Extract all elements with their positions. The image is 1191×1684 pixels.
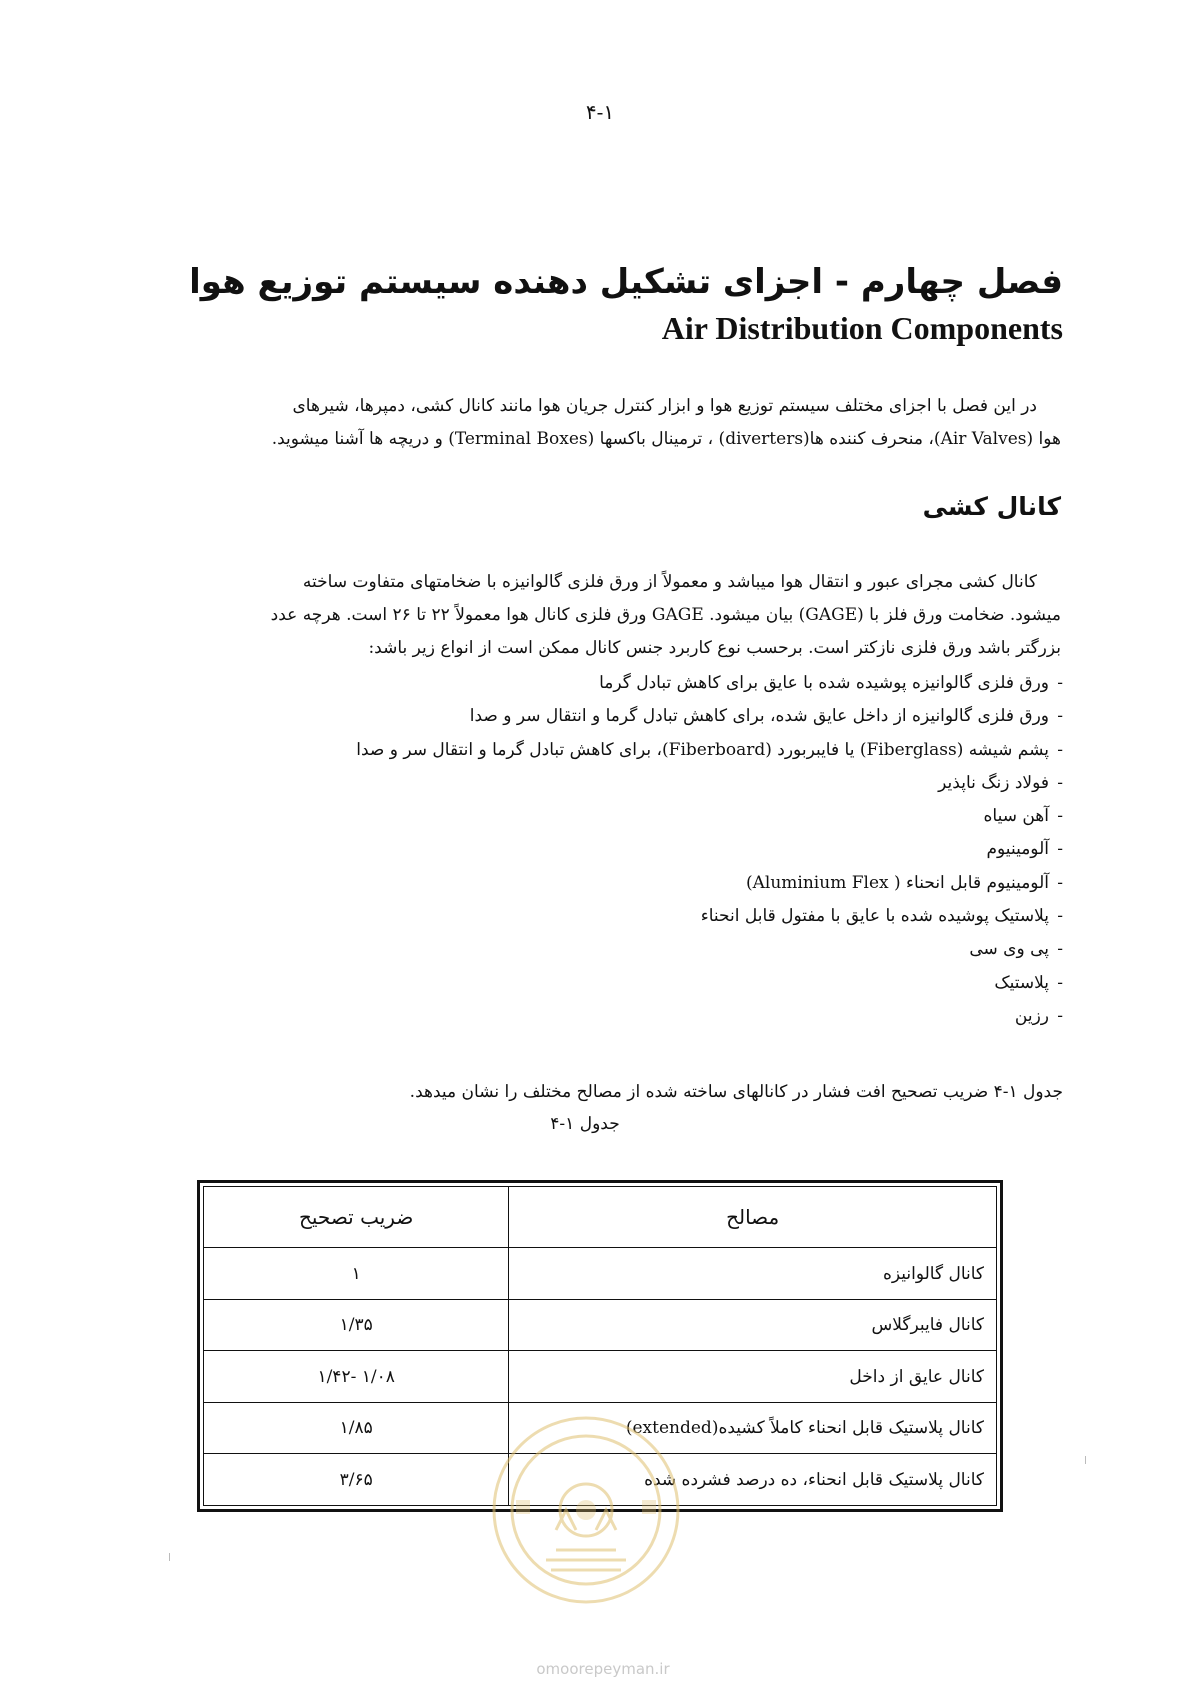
table-caption: جدول ۱-۴ ضریب تصحیح افت فشار در کانالهای ساخته شده از مصالح مختلف را نشان میدهد.	[409, 1082, 1063, 1102]
list-item: -پشم شیشه (Fiberglass) یا فایبربورد (Fiberboard)، برای کاهش تبادل گرما و انتقال سر و صدا	[356, 739, 1063, 760]
cell-factor: ۱/۸۵	[204, 1402, 509, 1454]
cell-material: کانال پلاستیک قابل انحناء کاملاً کشیده(extended)	[509, 1402, 997, 1454]
cell-factor: ۳/۶۵	[204, 1454, 509, 1506]
cell-material: کانال عایق از داخل	[509, 1351, 997, 1403]
header-material: مصالح	[509, 1187, 997, 1248]
header-factor: ضریب تصحیح	[204, 1187, 509, 1248]
page-number: ۴-۱	[585, 100, 615, 124]
list-item: -آلومینیوم	[986, 839, 1063, 860]
list-item: -ورق فلزی گالوانیزه پوشیده شده با عایق برای کاهش تبادل گرما	[599, 673, 1063, 693]
table-label: جدول ۱-۴	[550, 1114, 620, 1134]
list-item: -رزین	[1014, 1005, 1063, 1026]
body-line: میشود. ضخامت ورق فلز با (GAGE) بیان میشود. GAGE ورق فلزی کانال هوا معمولاً ۲۲ تا ۲۶ است. هرچه عدد	[270, 605, 1061, 625]
cell-material: کانال فایبرگلاس	[509, 1299, 997, 1351]
table-row	[204, 1351, 997, 1403]
list-item: -پی وی سی	[969, 939, 1063, 960]
cell-factor: ۱/۳۵	[204, 1299, 509, 1351]
body-paragraph	[146, 566, 1061, 665]
list-item: -ورق فلزی گالوانیزه از داخل عایق شده، برای کاهش تبادل گرما و انتقال سر و صدا	[469, 706, 1063, 727]
chapter-title-english: Air Distribution Components	[661, 310, 1063, 346]
table-row	[204, 1299, 997, 1351]
intro-paragraph	[146, 390, 1061, 456]
table-header-row	[204, 1187, 997, 1248]
list-item: -آهن سیاه	[983, 806, 1063, 827]
scan-mark	[169, 1553, 170, 1561]
section-heading: کانال کشی	[922, 492, 1061, 521]
scan-mark	[1085, 1456, 1086, 1464]
cell-factor: ۱	[204, 1248, 509, 1300]
list-item: -آلومینیوم قابل انحناء ( Aluminium Flex)	[746, 872, 1063, 893]
materials-list	[163, 667, 1063, 1033]
cell-material: کانال گالوانیزه	[509, 1248, 997, 1300]
site-url: omoorepeyman.ir	[536, 1660, 670, 1678]
table-row	[204, 1248, 997, 1300]
watermark-seal-icon	[486, 1410, 686, 1610]
intro-line: در این فصل با اجزای مختلف سیستم توزیع هوا و ابزار کنترل جریان هوا مانند کانال کشی، دمپرها، شیرهای	[292, 396, 1037, 416]
body-line: کانال کشی مجرای عبور و انتقال هوا میباشد و معمولاً از ورق فلزی گالوانیزه با ضخامتهای متفاوت ساخته	[302, 572, 1037, 592]
list-item: -پلاستیک	[994, 972, 1063, 993]
intro-line: هوا (Air Valves)، منحرف کننده ها(diverters) ، ترمینال باکسها (Terminal Boxes) و دریچه ها آشنا میشوید.	[271, 429, 1061, 449]
list-item: -پلاستیک پوشیده شده با عایق با مفتول قابل انحناء	[700, 906, 1063, 927]
chapter-title-persian: فصل چهارم - اجزای تشکیل دهنده سیستم توزیع هوا	[189, 262, 1063, 302]
cell-material: کانال پلاستیک قابل انحناء، ده درصد فشرده شده	[509, 1454, 997, 1506]
cell-factor: ۱/۰۸ -۱/۴۲	[204, 1351, 509, 1403]
body-line: بزرگتر باشد ورق فلزی نازکتر است. برحسب نوع کاربرد جنس کانال ممکن است از انواع زیر باشد:	[368, 638, 1061, 658]
list-item: -فولاد زنگ ناپذیر	[938, 772, 1063, 793]
